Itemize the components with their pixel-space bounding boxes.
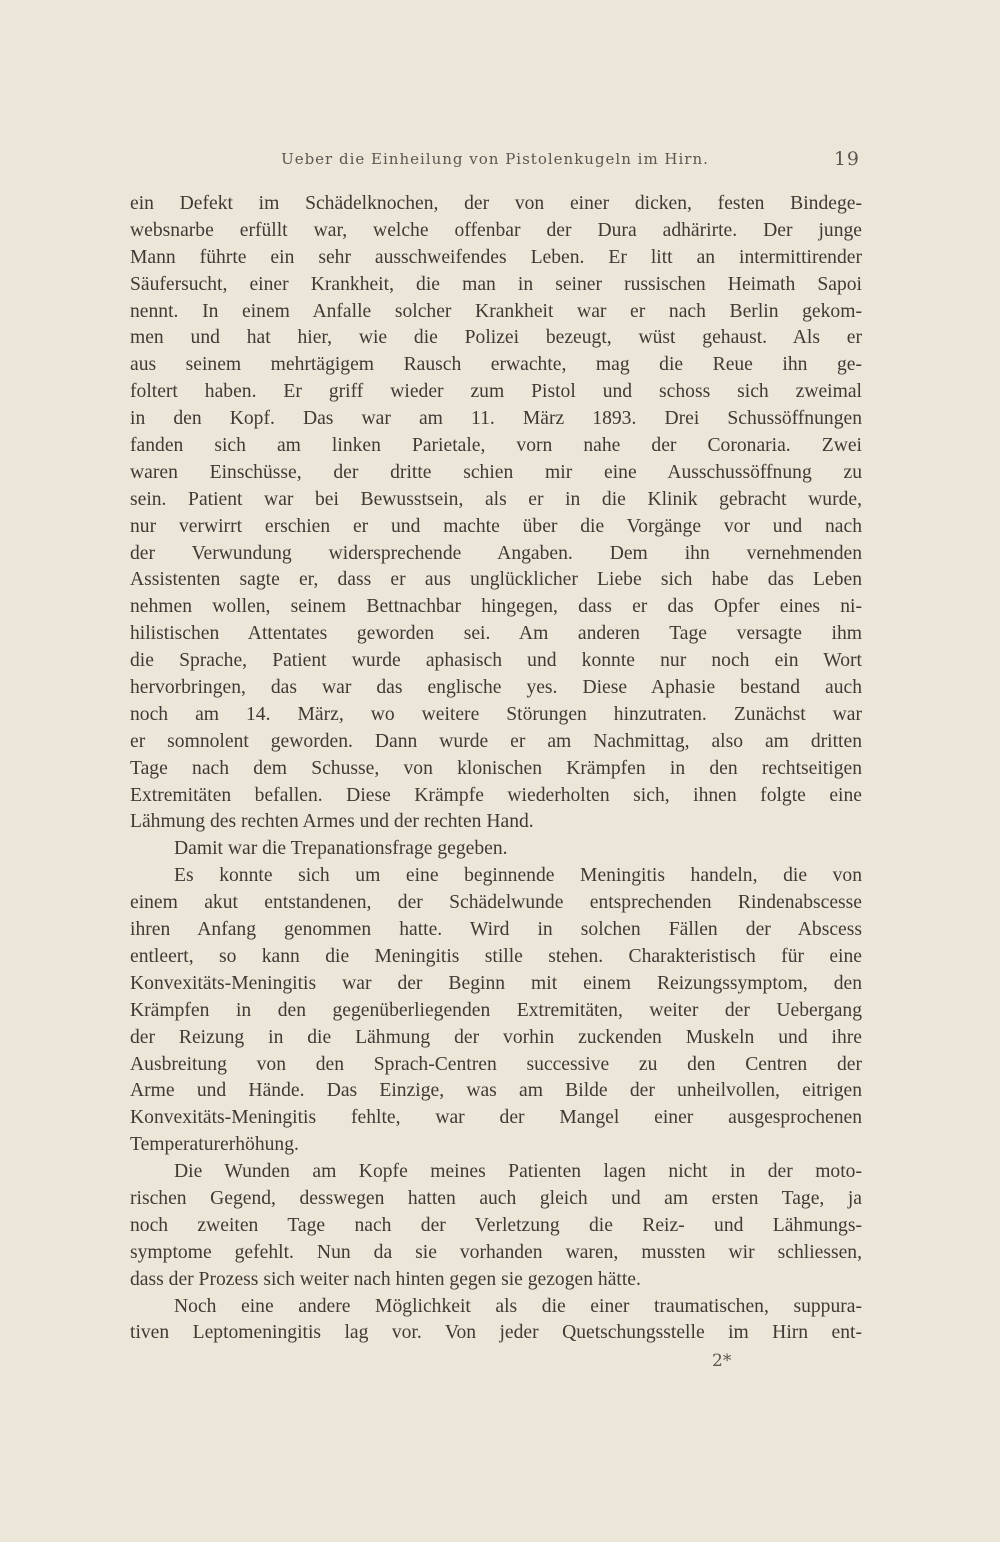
- text-line: Arme und Hände. Das Einzige, was am Bilde der unheilvollen, eitrigen: [130, 1080, 862, 1102]
- text-line: entleert, so kann die Meningitis stille stehen. Charakteristisch für eine: [130, 945, 862, 967]
- body-text: [130, 191, 862, 1347]
- text-line: websnarbe erfüllt war, welche offenbar der Dura adhärirte. Der junge: [130, 219, 862, 241]
- text-line: noch am 14. März, wo weitere Störungen hinzutraten. Zunächst war: [130, 703, 862, 725]
- text-line: Konvexitäts-Meningitis fehlte, war der Mangel einer ausgesprochenen: [130, 1107, 862, 1129]
- text-line: Krämpfen in den gegenüberliegenden Extremitäten, weiter der Uebergang: [130, 999, 862, 1021]
- text-line: der Verwundung widersprechende Angaben. Dem ihn vernehmenden: [130, 542, 862, 564]
- text-line: Damit war die Trepanationsfrage gegeben.: [174, 838, 508, 860]
- page-number: 19: [833, 148, 860, 170]
- text-line: Noch eine andere Möglichkeit als die einer traumatischen, suppura-: [174, 1295, 862, 1317]
- text-line: er somnolent geworden. Dann wurde er am Nachmittag, also am dritten: [130, 730, 862, 752]
- signature-mark: 2*: [712, 1351, 732, 1371]
- text-line: der Reizung in die Lähmung der vorhin zuckenden Muskeln und ihre: [130, 1026, 862, 1048]
- text-line: Tage nach dem Schusse, von klonischen Krämpfen in den rechtseitigen: [130, 757, 862, 779]
- text-line: nur verwirrt erschien er und machte über die Vorgänge vor und nach: [130, 515, 862, 537]
- text-line: die Sprache, Patient wurde aphasisch und konnte nur noch ein Wort: [130, 650, 862, 672]
- text-line: nennt. In einem Anfalle solcher Krankheit war er nach Berlin gekom-: [130, 300, 862, 322]
- text-line: Lähmung des rechten Armes und der rechten Hand.: [130, 811, 534, 833]
- text-line: rischen Gegend, desswegen hatten auch gleich und am ersten Tage, ja: [130, 1187, 862, 1209]
- text-line: Temperaturerhöhung.: [130, 1134, 299, 1156]
- text-line: noch zweiten Tage nach der Verletzung die Reiz- und Lähmungs-: [130, 1214, 862, 1236]
- text-line: in den Kopf. Das war am 11. März 1893. Drei Schussöffnungen: [130, 408, 862, 430]
- text-line: foltert haben. Er griff wieder zum Pistol und schoss sich zweimal: [130, 381, 862, 403]
- text-line: waren Einschüsse, der dritte schien mir eine Ausschussöffnung zu: [130, 461, 862, 483]
- text-line: Säufersucht, einer Krankheit, die man in seiner russischen Heimath Sapoi: [130, 273, 862, 295]
- text-line: Es konnte sich um eine beginnende Meningitis handeln, die von: [174, 865, 862, 887]
- text-line: ein Defekt im Schädelknochen, der von einer dicken, festen Bindege-: [130, 193, 862, 214]
- text-line: aus seinem mehrtägigem Rausch erwachte, mag die Reue ihn ge-: [130, 354, 862, 376]
- text-line: nehmen wollen, seinem Bettnachbar hingegen, dass er das Opfer eines ni-: [130, 596, 862, 618]
- text-line: hilistischen Attentates geworden sei. Am anderen Tage versagte ihm: [130, 623, 862, 645]
- running-head-title: Ueber die Einheilung von Pistolenkugeln im Hirn.: [281, 150, 709, 168]
- text-line: Mann führte ein sehr ausschweifendes Leben. Er litt an intermittirender: [130, 246, 862, 268]
- text-line: einem akut entstandenen, der Schädelwunde entsprechenden Rindenabscesse: [130, 892, 862, 914]
- text-line: fanden sich am linken Parietale, vorn nahe der Coronaria. Zwei: [130, 435, 862, 457]
- text-line: tiven Leptomeningitis lag vor. Von jeder Quetschungsstelle im Hirn ent-: [130, 1322, 862, 1344]
- text-line: Extremitäten befallen. Diese Krämpfe wiederholten sich, ihnen folgte eine: [130, 784, 862, 806]
- text-line: men und hat hier, wie die Polizei bezeugt, wüst gehaust. Als er: [130, 327, 862, 349]
- text-line: Konvexitäts-Meningitis war der Beginn mit einem Reizungssymptom, den: [130, 972, 862, 994]
- text-line: Die Wunden am Kopfe meines Patienten lagen nicht in der moto-: [174, 1161, 862, 1183]
- text-line: ihren Anfang genommen hatte. Wird in solchen Fällen der Abscess: [130, 919, 862, 941]
- text-line: dass der Prozess sich weiter nach hinten gegen sie gezogen hätte.: [130, 1268, 641, 1290]
- text-line: Ausbreitung von den Sprach-Centren successive zu den Centren der: [130, 1053, 862, 1075]
- text-line: sein. Patient war bei Bewusstsein, als er in die Klinik gebracht wurde,: [130, 488, 862, 510]
- text-line: hervorbringen, das war das englische yes. Diese Aphasie bestand auch: [130, 677, 862, 699]
- text-line: symptome gefehlt. Nun da sie vorhanden waren, mussten wir schliessen,: [130, 1241, 862, 1263]
- text-line: Assistenten sagte er, dass er aus unglücklicher Liebe sich habe das Leben: [130, 569, 862, 591]
